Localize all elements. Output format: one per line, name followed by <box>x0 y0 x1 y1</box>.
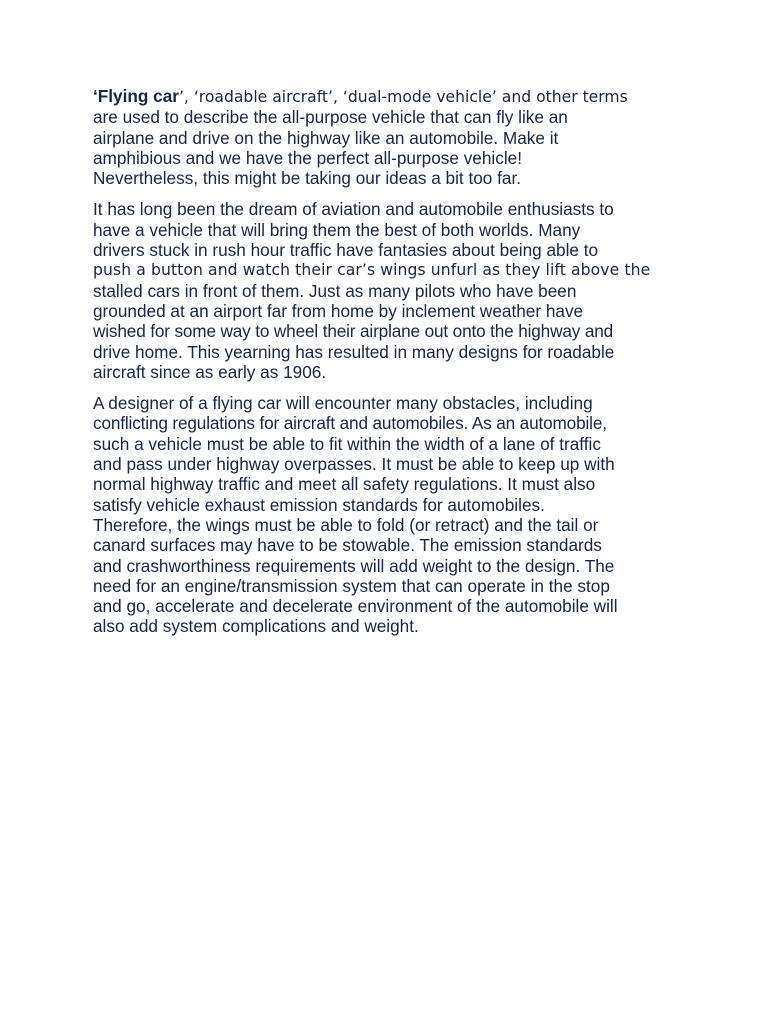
paragraph-line: have a vehicle that will bring them the best of both worlds. Many <box>93 219 581 240</box>
paragraph-line: A designer of a flying car will encounter many obstacles, including <box>93 393 593 414</box>
paragraph-line: It has long been the dream of aviation and automobile enthusiasts to <box>93 199 614 220</box>
paragraph-line: aircraft since as early as 1906. <box>93 361 327 382</box>
paragraph-line: drivers stuck in rush hour traffic have fantasies about being able to <box>93 240 599 261</box>
paragraph-line: canard surfaces may have to be stowable. The emission standards <box>93 535 602 556</box>
paragraph-1 <box>93 86 683 188</box>
paragraph-line: and go, accelerate and decelerate environment of the automobile will <box>93 596 618 617</box>
paragraph-line: wished for some way to wheel their airplane out onto the highway and <box>93 321 614 342</box>
paragraph-line: stalled cars in front of them. Just as many pilots who have been <box>93 280 577 301</box>
paragraph-line: such a vehicle must be able to fit within the width of a lane of traffic <box>93 433 601 454</box>
paragraph-line: airplane and drive on the highway like an automobile. Make it <box>93 127 559 148</box>
paragraph-line: need for an engine/transmission system that can operate in the stop <box>93 575 610 596</box>
paragraph-line: push a button and watch their car’s wings unfurl as they lift above the <box>93 261 651 280</box>
paragraph-line: also add system complications and weight. <box>93 616 419 637</box>
paragraph-3 <box>93 393 683 637</box>
paragraph-line: amphibious and we have the perfect all-purpose vehicle! <box>93 147 522 168</box>
paragraph-line: satisfy vehicle exhaust emission standards for automobiles. <box>93 494 545 515</box>
paragraph-line: grounded at an airport far from home by inclement weather have <box>93 300 584 321</box>
terms-list: ’, ‘roadable aircraft’, ‘dual-mode vehicle’ and other terms <box>178 88 628 106</box>
paragraph-line: and crashworthiness requirements will add weight to the design. The <box>93 555 615 576</box>
term-flying-car: ‘Flying car <box>93 86 179 106</box>
paragraph-line: normal highway traffic and meet all safety regulations. It must also <box>93 474 596 495</box>
document-page <box>93 86 683 648</box>
paragraph-line <box>93 86 683 107</box>
paragraph-line: and pass under highway overpasses. It must be able to keep up with <box>93 454 615 475</box>
paragraph-line: Therefore, the wings must be able to fold (or retract) and the tail or <box>93 514 599 535</box>
paragraph-line: are used to describe the all-purpose vehicle that can fly like an <box>93 107 568 128</box>
paragraph-2 <box>93 199 683 382</box>
paragraph-line: drive home. This yearning has resulted in many designs for roadable <box>93 341 615 362</box>
paragraph-line: conflicting regulations for aircraft and automobiles. As an automobile, <box>93 413 607 434</box>
paragraph-line: Nevertheless, this might be taking our ideas a bit too far. <box>93 168 522 189</box>
